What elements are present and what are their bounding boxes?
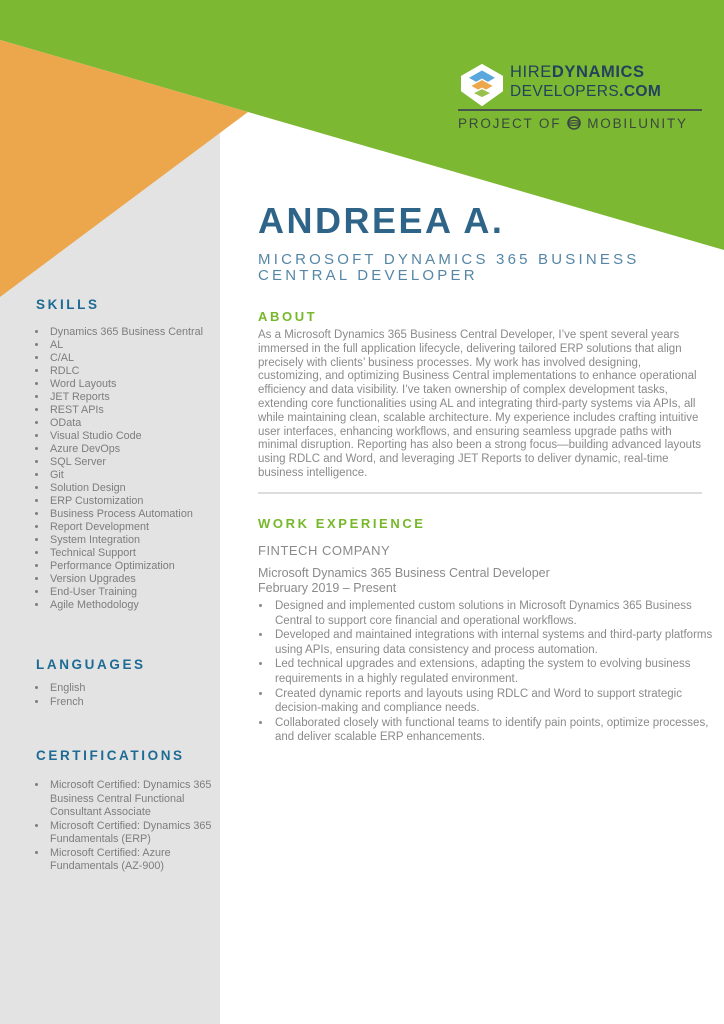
skill-item: • Azure DevOps <box>48 443 234 456</box>
skill-item: • JET Reports <box>48 391 234 404</box>
skill-item: • Agile Methodology <box>48 599 234 612</box>
brand-com: .COM <box>619 83 662 100</box>
certification-item: • Microsoft Certified: Dynamics 365 Fundamentals (ERP) <box>48 820 230 847</box>
certification-item: • Microsoft Certified: Azure Fundamentals (AZ-900) <box>48 847 230 874</box>
skill-item: • OData <box>48 417 234 430</box>
skill-item: • Technical Support <box>48 547 234 560</box>
language-item: • English <box>48 682 218 696</box>
skill-item: • Performance Optimization <box>48 560 234 573</box>
certifications-list <box>36 779 230 874</box>
skills-list <box>36 326 234 612</box>
job-period: February 2019 – Present <box>258 581 397 595</box>
job-bullet-item: • Collaborated closely with functional teams to identify pain points, optimize processes, and deliver scalable ERP enhancements. <box>272 716 718 745</box>
skill-item: • End-User Training <box>48 586 234 599</box>
skill-item: • RDLC <box>48 365 234 378</box>
mobilunity-globe-icon <box>566 115 582 131</box>
job-bullet-item: • Developed and maintained integrations with internal systems and third-party platforms using APIs, ensuring data consistency and process automation. <box>272 628 718 657</box>
logo-divider <box>458 109 702 111</box>
skill-item: • C/AL <box>48 352 234 365</box>
skill-item: • Word Layouts <box>48 378 234 391</box>
candidate-name: ANDREEA A. <box>258 200 505 241</box>
skill-item: • ERP Customization <box>48 495 234 508</box>
about-heading: ABOUT <box>258 309 318 324</box>
brand-hire: HIRE <box>510 63 552 81</box>
company-name: FINTECH COMPANY <box>258 543 391 558</box>
languages-list <box>36 682 218 709</box>
skill-item: • Git <box>48 469 234 482</box>
brand-name-line1 <box>510 62 702 82</box>
job-bullets-list <box>258 599 718 745</box>
certification-item: • Microsoft Certified: Dynamics 365 Business Central Functional Consultant Associate <box>48 779 230 820</box>
skill-item: • Solution Design <box>48 482 234 495</box>
skill-item: • REST APIs <box>48 404 234 417</box>
skills-heading: SKILLS <box>36 297 100 312</box>
brand-dynamics: DYNAMICS <box>551 63 645 81</box>
job-title: Microsoft Dynamics 365 Business Central Developer <box>258 566 550 580</box>
work-experience-heading: WORK EXPERIENCE <box>258 516 426 531</box>
skill-item: • AL <box>48 339 234 352</box>
skill-item: • System Integration <box>48 534 234 547</box>
languages-heading: LANGUAGES <box>36 657 146 672</box>
job-role-block <box>258 566 550 596</box>
brand-logo-icon <box>460 64 504 106</box>
skill-item: • SQL Server <box>48 456 234 469</box>
job-bullet-item: • Led technical upgrades and extensions, adapting the system to evolving business requirements in a highly regulated environment. <box>272 657 718 686</box>
mobilunity-label: MOBILUNITY <box>587 115 688 131</box>
job-bullet-item: • Designed and implemented custom solutions in Microsoft Dynamics 365 Business Central to support core financial and operational workflows. <box>272 599 718 628</box>
skill-item: • Business Process Automation <box>48 508 234 521</box>
certifications-heading: CERTIFICATIONS <box>36 748 185 763</box>
brand-developers: DEVELOPERS <box>510 83 620 100</box>
brand-name-line2 <box>510 82 702 102</box>
language-item: • French <box>48 696 218 710</box>
project-of-line <box>458 115 702 131</box>
brand-logo-text <box>510 62 702 102</box>
skill-item: • Report Development <box>48 521 234 534</box>
about-text: As a Microsoft Dynamics 365 Business Central Developer, I’ve spent several years immersed in the full application lifecycle, delivering tailored ERP solutions that align precisely with clients’ business processes. My work has involved designing, customizing, and optimizing Business Central implementations to enhance operational efficiency and data visibility. I’ve taken ownership of complex development tasks, extending core functionalities using AL and integrating third-party systems via APIs, all while maintaining clean, scalable architecture. My experience includes crafting intuitive user interfaces, enhancing workflows, and ensuring seamless upgrade paths with minimal disruption. Reporting has also been a strong focus—building advanced layouts using RDLC and Word, and leveraging JET Reports to deliver dynamic, real-time business intelligence. <box>258 329 702 479</box>
candidate-title: MICROSOFT DYNAMICS 365 BUSINESS CENTRAL DEVELOPER <box>258 251 640 284</box>
skill-item: • Visual Studio Code <box>48 430 234 443</box>
job-bullet-item: • Created dynamic reports and layouts using RDLC and Word to support strategic decision-making and compliance needs. <box>272 687 718 716</box>
skill-item: • Dynamics 365 Business Central <box>48 326 234 339</box>
skill-item: • Version Upgrades <box>48 573 234 586</box>
section-divider <box>258 492 702 494</box>
project-of-label: PROJECT OF <box>458 115 562 131</box>
